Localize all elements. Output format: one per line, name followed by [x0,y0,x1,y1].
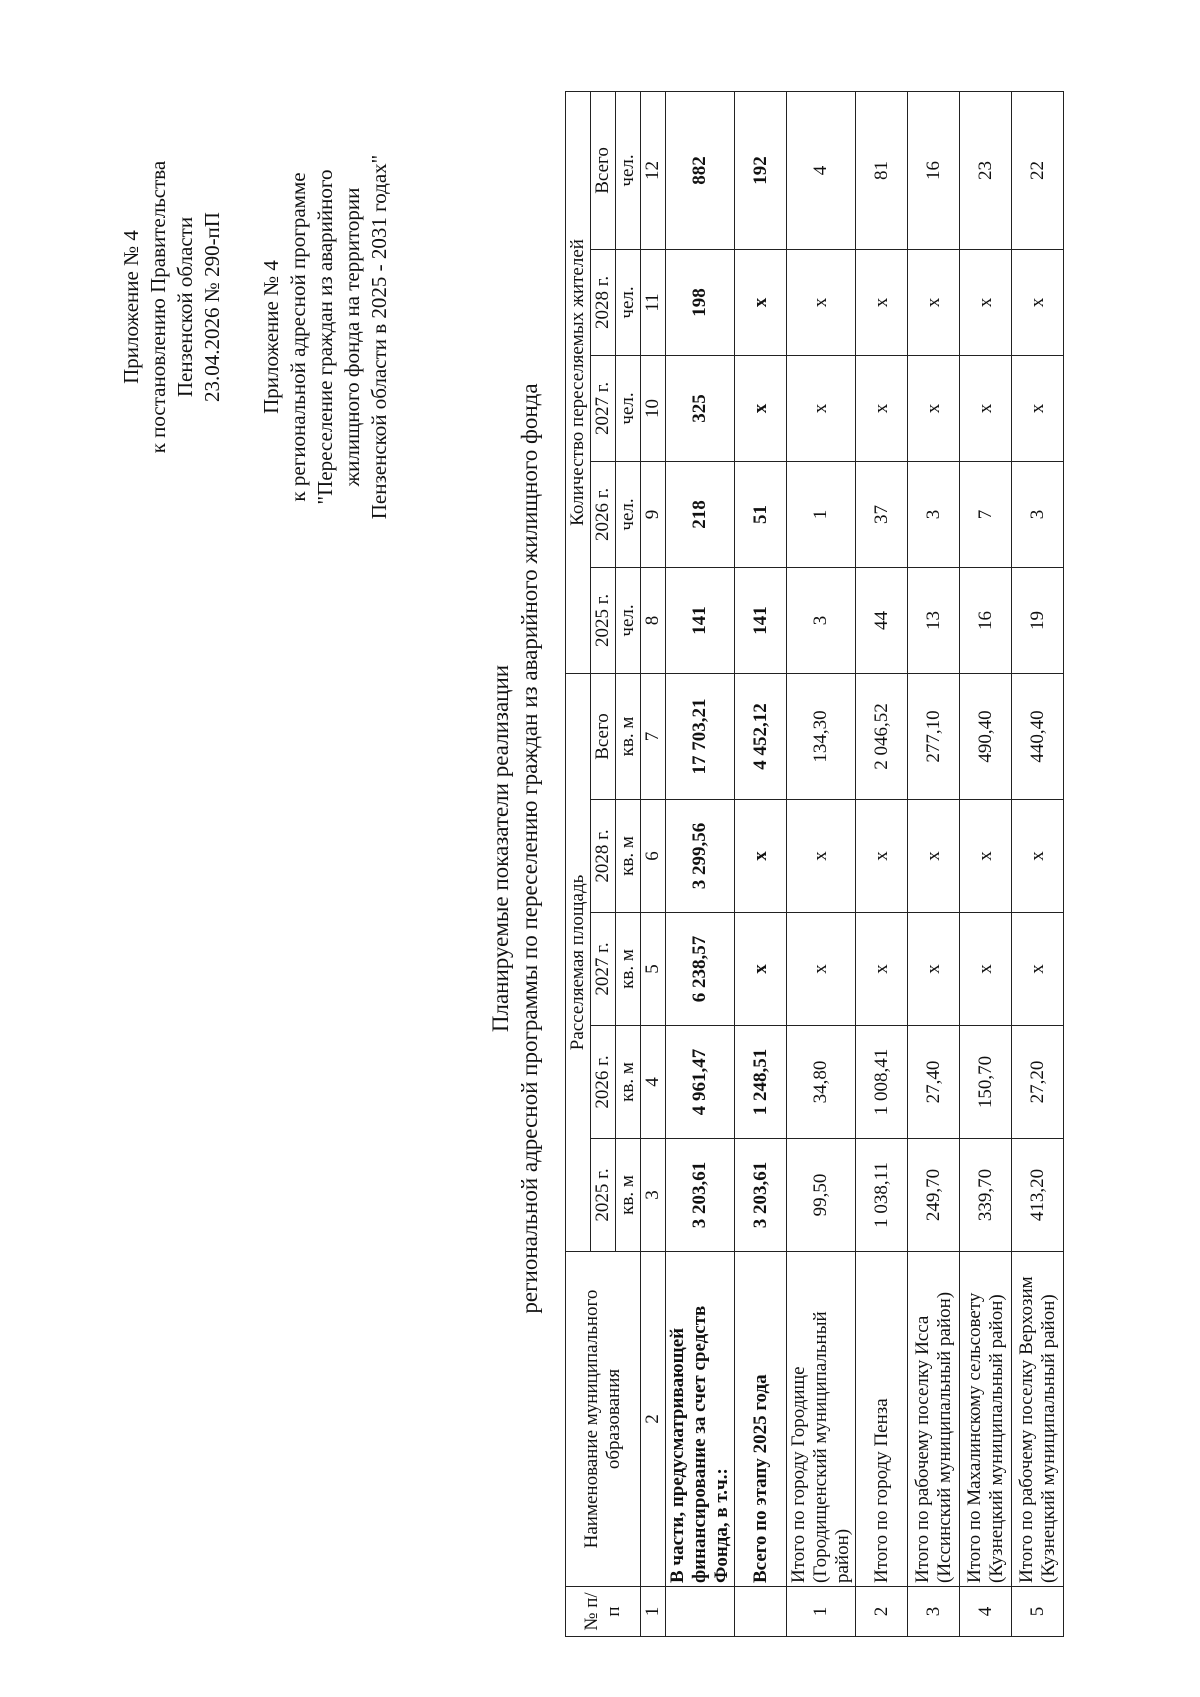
people-value: 19 [1012,567,1064,673]
people-value: 81 [856,91,908,249]
area-value: 1 248,51 [735,1026,787,1139]
people-year-header: 2028 г. [591,249,616,355]
area-value: x [960,913,1012,1026]
area-value: 277,10 [908,673,960,799]
column-number: 3 [641,1139,666,1252]
table-row [1012,91,1064,1636]
people-value: 3 [908,461,960,567]
people-year-header: 2026 г. [591,461,616,567]
area-value: 2 046,52 [856,673,908,799]
program-header [258,107,393,567]
area-value: x [735,913,787,1026]
row-number: 2 [856,1587,908,1637]
document-title [486,0,544,1697]
column-number: 12 [641,91,666,249]
approval-line: Пензенской области [173,216,197,398]
people-value: x [908,355,960,461]
people-value: x [960,355,1012,461]
area-value: 413,20 [1012,1139,1064,1252]
table-body [666,91,1064,1636]
municipality-name: В части, предусматривающей финансирование за счет средств Фонда, в т.ч.: [666,1252,735,1587]
area-value: 4 452,12 [735,673,787,799]
program-line: Приложение № 4 [259,260,283,414]
area-value: 134,30 [787,673,856,799]
column-number: 6 [641,800,666,913]
row-number: 3 [908,1587,960,1637]
indicators-table [565,91,1064,1637]
col-no-header: № п/п [566,1587,641,1637]
people-unit: чел. [616,567,641,673]
area-value: 3 203,61 [666,1139,735,1252]
people-value: x [787,355,856,461]
area-value: x [856,800,908,913]
area-value: 99,50 [787,1139,856,1252]
people-value: 22 [1012,91,1064,249]
title-line-2: региональной адресной программы по переселению граждан из аварийного жилищного фонда [517,383,542,1314]
people-value: x [787,249,856,355]
column-number: 11 [641,249,666,355]
column-number: 8 [641,567,666,673]
program-line: Пензенской области в 2025 - 2031 годах" [367,154,391,520]
area-value: 440,40 [1012,673,1064,799]
column-number: 7 [641,673,666,799]
row-number [735,1587,787,1637]
people-group-header: Количество переселяемых жителей [566,91,591,673]
row-number: 1 [787,1587,856,1637]
area-value: 17 703,21 [666,673,735,799]
area-value: 34,80 [787,1026,856,1139]
people-year-header: 2027 г. [591,355,616,461]
people-value: 141 [666,567,735,673]
people-unit: чел. [616,355,641,461]
people-value: 198 [666,249,735,355]
area-value: 4 961,47 [666,1026,735,1139]
column-number: 9 [641,461,666,567]
people-value: x [735,249,787,355]
municipality-name: Итого по рабочему поселку Верхозим (Кузнецкий муниципальный район) [1012,1252,1064,1587]
area-unit: кв. м [616,800,641,913]
area-value: x [960,800,1012,913]
column-number: 4 [641,1026,666,1139]
people-value: x [1012,249,1064,355]
col-name-header: Наименование муниципального образования [566,1252,641,1587]
area-value: x [908,913,960,1026]
row-number: 4 [960,1587,1012,1637]
people-value: 218 [666,461,735,567]
area-value: 27,20 [1012,1026,1064,1139]
column-number-row [641,91,666,1636]
approval-line: Приложение № 4 [119,230,143,384]
area-year-header: 2025 г. [591,1139,616,1252]
people-value: 3 [1012,461,1064,567]
summary-row [666,91,735,1636]
people-value: 4 [787,91,856,249]
people-value: x [856,249,908,355]
people-value: 16 [960,567,1012,673]
area-value: 150,70 [960,1026,1012,1139]
row-number: 5 [1012,1587,1064,1637]
table-row [960,91,1012,1636]
people-value: 192 [735,91,787,249]
title-line-1: Планируемые показатели реализации [488,664,513,1033]
area-value: x [1012,800,1064,913]
people-value: 1 [787,461,856,567]
people-value: 13 [908,567,960,673]
area-value: 339,70 [960,1139,1012,1252]
people-value: x [1012,355,1064,461]
table-row [856,91,908,1636]
area-unit: кв. м [616,1139,641,1252]
people-value: 16 [908,91,960,249]
area-value: 1 038,11 [856,1139,908,1252]
people-value: 7 [960,461,1012,567]
area-value: x [735,800,787,913]
people-value: x [960,249,1012,355]
table-row [908,91,960,1636]
approval-line: 23.04.2026 № 290-пП [200,212,224,402]
area-value: x [908,800,960,913]
program-line: "Переселение граждан из аварийного [313,169,337,505]
area-year-header: 2027 г. [591,913,616,1026]
municipality-name: Итого по городу Городище (Городищенский муниципальный район) [787,1252,856,1587]
people-value: x [735,355,787,461]
approval-header [118,137,226,477]
area-value: 1 008,41 [856,1026,908,1139]
area-unit: кв. м [616,913,641,1026]
people-year-header: 2025 г. [591,567,616,673]
area-value: 3 299,56 [666,800,735,913]
area-group-header: Расселяемая площадь [566,673,591,1251]
area-value: x [787,913,856,1026]
area-total-header: Всего [591,673,616,799]
area-value: x [856,913,908,1026]
table-row [787,91,856,1636]
area-unit: кв. м [616,1026,641,1139]
summary-row [735,91,787,1636]
area-value: 249,70 [908,1139,960,1252]
column-number: 1 [641,1587,666,1637]
program-line: к региональной адресной программе [286,172,310,502]
people-unit: чел. [616,91,641,249]
area-value: 3 203,61 [735,1139,787,1252]
people-value: 882 [666,91,735,249]
municipality-name: Итого по рабочему поселку Исса (Иссинский муниципальный район) [908,1252,960,1587]
row-number [666,1587,735,1637]
area-unit: кв. м [616,673,641,799]
people-value: 23 [960,91,1012,249]
people-value: x [908,249,960,355]
people-unit: чел. [616,461,641,567]
column-number: 2 [641,1252,666,1587]
municipality-name: Всего по этапу 2025 года [735,1252,787,1587]
area-value: 27,40 [908,1026,960,1139]
people-value: 141 [735,567,787,673]
area-value: x [1012,913,1064,1026]
municipality-name: Итого по городу Пенза [856,1252,908,1587]
people-value: 51 [735,461,787,567]
area-value: x [787,800,856,913]
area-year-header: 2028 г. [591,800,616,913]
people-value: x [856,355,908,461]
people-total-header: Всего [591,91,616,249]
area-value: 490,40 [960,673,1012,799]
people-value: 37 [856,461,908,567]
area-value: 6 238,57 [666,913,735,1026]
area-year-header: 2026 г. [591,1026,616,1139]
column-number: 5 [641,913,666,1026]
people-value: 44 [856,567,908,673]
people-value: 325 [666,355,735,461]
program-line: жилищного фонда на территории [340,187,364,487]
approval-line: к постановлению Правительства [146,160,170,454]
people-value: 3 [787,567,856,673]
municipality-name: Итого по Махалинскому сельсовету (Кузнецкий муниципальный район) [960,1252,1012,1587]
column-number: 10 [641,355,666,461]
people-unit: чел. [616,249,641,355]
